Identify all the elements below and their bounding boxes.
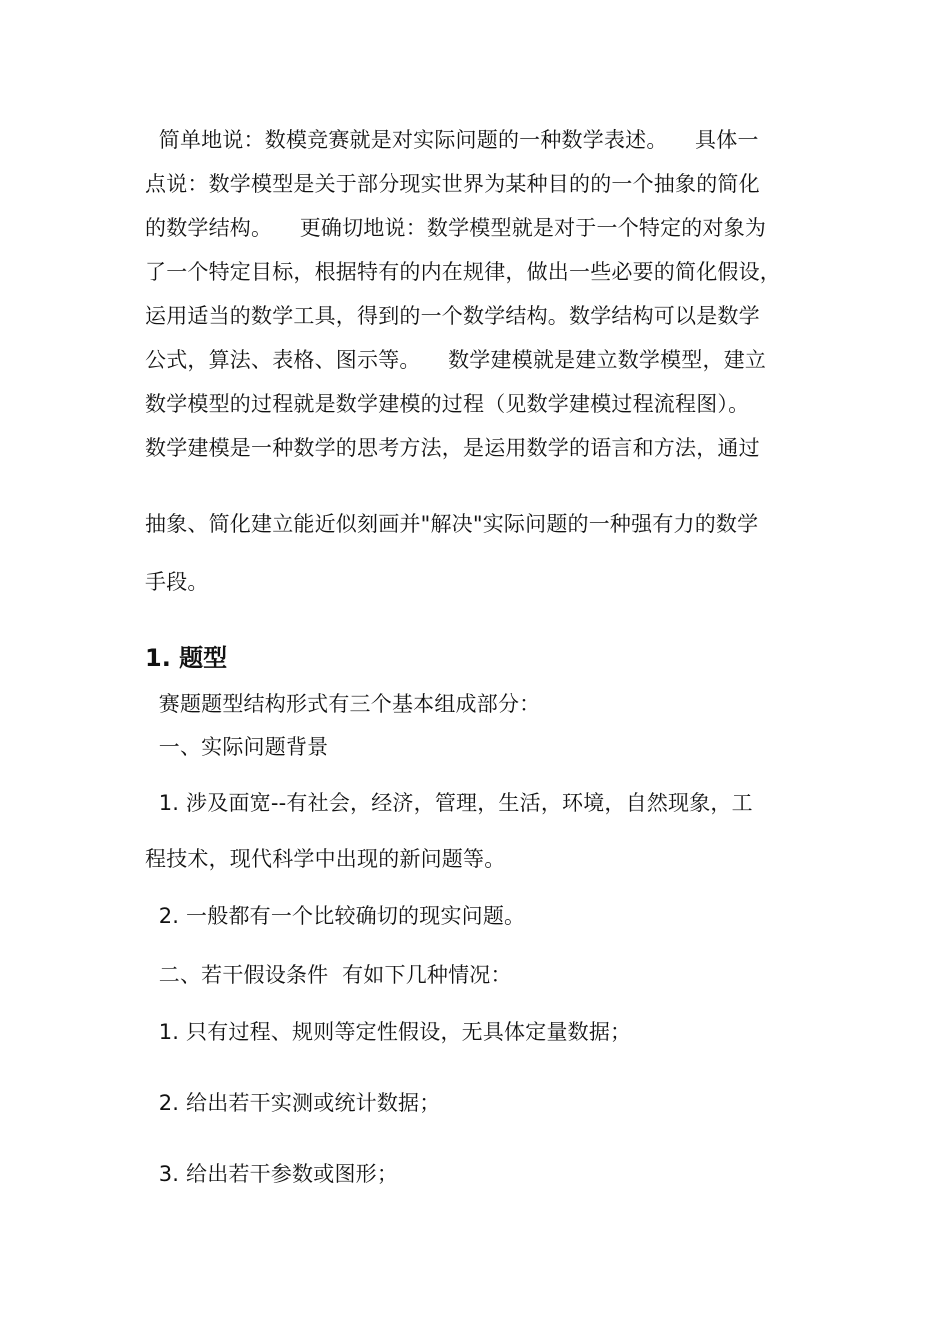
intro-line-3: 的数学结构。 更确切地说：数学模型就是对于一个特定的对象为 xyxy=(145,216,767,240)
intro-line-6: 公式，算法、表格、图示等。 数学建模就是建立数学模型，建立 xyxy=(145,348,767,372)
section-line-4: 程技术，现代科学中出现的新问题等。 xyxy=(145,847,506,871)
intro-line-1: 简单地说：数模竞赛就是对实际问题的一种数学表述。 具体一 xyxy=(145,128,759,152)
intro-line-8: 数学建模是一种数学的思考方法，是运用数学的语言和方法，通过 xyxy=(145,436,760,460)
section-heading: 1. 题型 xyxy=(145,644,228,672)
intro-line-4: 了一个特定目标，根据特有的内在规律，做出一些必要的简化假设， xyxy=(145,260,781,284)
intro-line-9: 抽象、简化建立能近似刻画并"解决"实际问题的一种强有力的数学 xyxy=(145,512,759,536)
section-line-6: 二、若干假设条件 有如下几种情况： xyxy=(145,963,512,987)
section-line-1: 赛题题型结构形式有三个基本组成部分： xyxy=(145,692,541,716)
section-line-2: 一、实际问题背景 xyxy=(145,735,329,759)
section-line-3: 1. 涉及面宽--有社会，经济，管理，生活，环境，自然现象，工 xyxy=(145,791,753,815)
intro-line-7: 数学模型的过程就是数学建模的过程（见数学建模过程流程图）。 xyxy=(145,392,750,416)
intro-line-2: 点说：数学模型是关于部分现实世界为某种目的的一个抽象的简化 xyxy=(145,172,760,196)
section-line-7: 1. 只有过程、规则等定性假设，无具体定量数据； xyxy=(145,1020,632,1044)
section-line-5: 2. 一般都有一个比较确切的现实问题。 xyxy=(145,904,526,928)
intro-line-10: 手段。 xyxy=(145,570,209,594)
intro-line-5: 运用适当的数学工具，得到的一个数学结构。数学结构可以是数学 xyxy=(145,304,760,328)
section-line-9: 3. 给出若干参数或图形； xyxy=(145,1162,399,1186)
section-line-8: 2. 给出若干实测或统计数据； xyxy=(145,1091,441,1115)
